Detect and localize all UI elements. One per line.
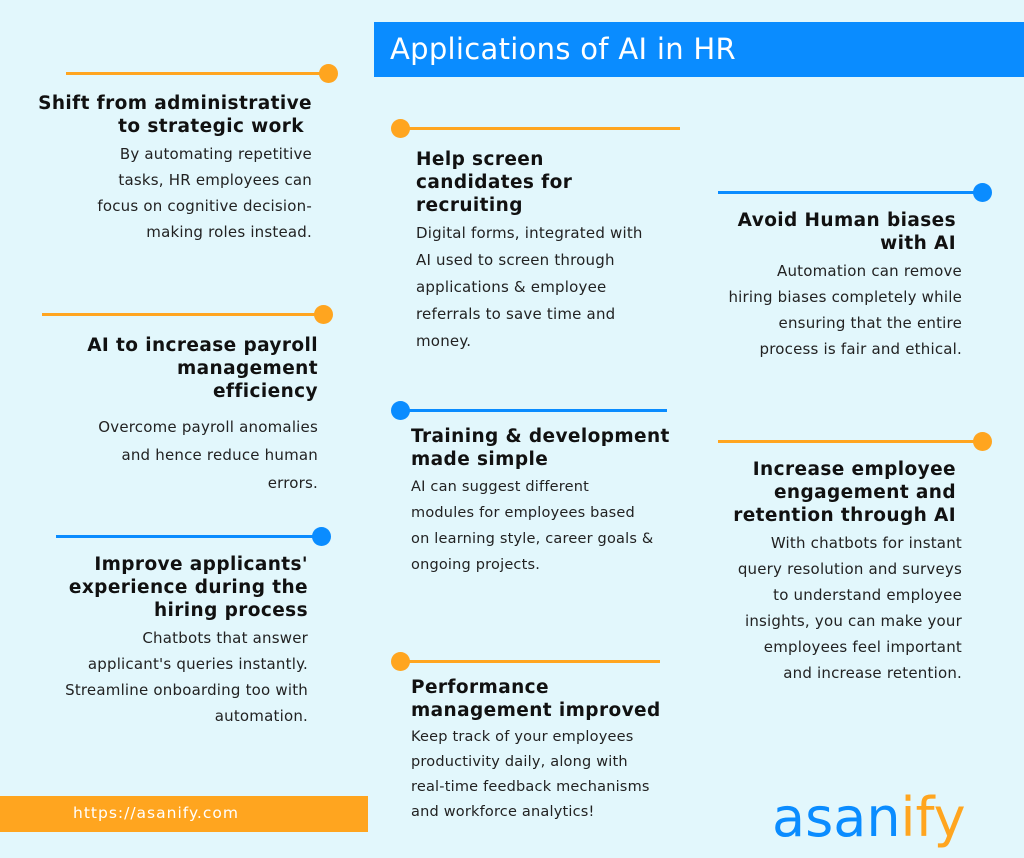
connector-line <box>718 440 993 443</box>
card-title: AI to increase payroll management efficiency <box>87 335 318 402</box>
card-screen-candidates <box>416 148 686 355</box>
card-title: Increase employee engagement and retention through AI <box>733 459 956 526</box>
card-title: Training & development made simple <box>411 426 670 470</box>
connector-dot-icon <box>319 64 338 83</box>
card-applicant-experience <box>20 553 308 729</box>
card-body: Automation can remove hiring biases completely while ensuring that the entire process is fair and ethical. <box>728 262 962 358</box>
card-title: Improve applicants' experience during the hiring process <box>68 554 308 621</box>
page-title: Applications of AI in HR <box>390 32 736 66</box>
card-title: Shift from administrative to strategic work <box>38 93 312 137</box>
card-training-development <box>411 425 701 578</box>
connector-dot-icon <box>312 527 331 546</box>
card-title: Performance management improved <box>411 677 661 721</box>
asanify-logo: asanify <box>772 786 966 849</box>
connector-line <box>66 72 336 75</box>
connector-dot-icon <box>973 183 992 202</box>
card-body: With chatbots for instant query resolution and surveys to understand employee insights, you can make your employees feel important and increase retention. <box>737 534 962 682</box>
card-body: Keep track of your employees productivity daily, along with real-time feedback mechanisms and workforce analytics! <box>411 729 650 820</box>
connector-line <box>391 660 661 663</box>
website-url-link[interactable]: https://asanify.com <box>73 804 239 822</box>
card-body: Chatbots that answer applicant's queries instantly. Streamline onboarding too with automation. <box>65 629 308 725</box>
card-performance-management <box>411 676 701 825</box>
title-banner <box>374 22 1024 77</box>
connector-line <box>56 535 336 538</box>
connector-line <box>718 191 993 194</box>
connector-dot-icon <box>314 305 333 324</box>
card-avoid-biases <box>690 209 962 362</box>
card-body: AI can suggest different modules for employees based on learning style, career goals & ongoing projects. <box>411 479 654 573</box>
connector-line <box>42 313 332 316</box>
connector-dot-icon <box>973 432 992 451</box>
card-body: Overcome payroll anomalies and hence reduce human errors. <box>98 418 318 492</box>
connector-line <box>391 127 681 130</box>
card-title: Help screen candidates for recruiting <box>416 149 573 216</box>
card-payroll-efficiency <box>20 334 318 497</box>
card-body: Digital forms, integrated with AI used to screen through applications & employee referrals to save time and money. <box>416 224 643 350</box>
card-title: Avoid Human biases with AI <box>737 210 956 254</box>
connector-line <box>391 409 671 412</box>
card-employee-engagement <box>690 458 962 686</box>
card-shift-strategic-work <box>20 92 312 245</box>
website-url-banner[interactable] <box>0 796 368 832</box>
card-body: By automating repetitive tasks, HR employees can focus on cognitive decision- making roles instead. <box>97 145 312 241</box>
